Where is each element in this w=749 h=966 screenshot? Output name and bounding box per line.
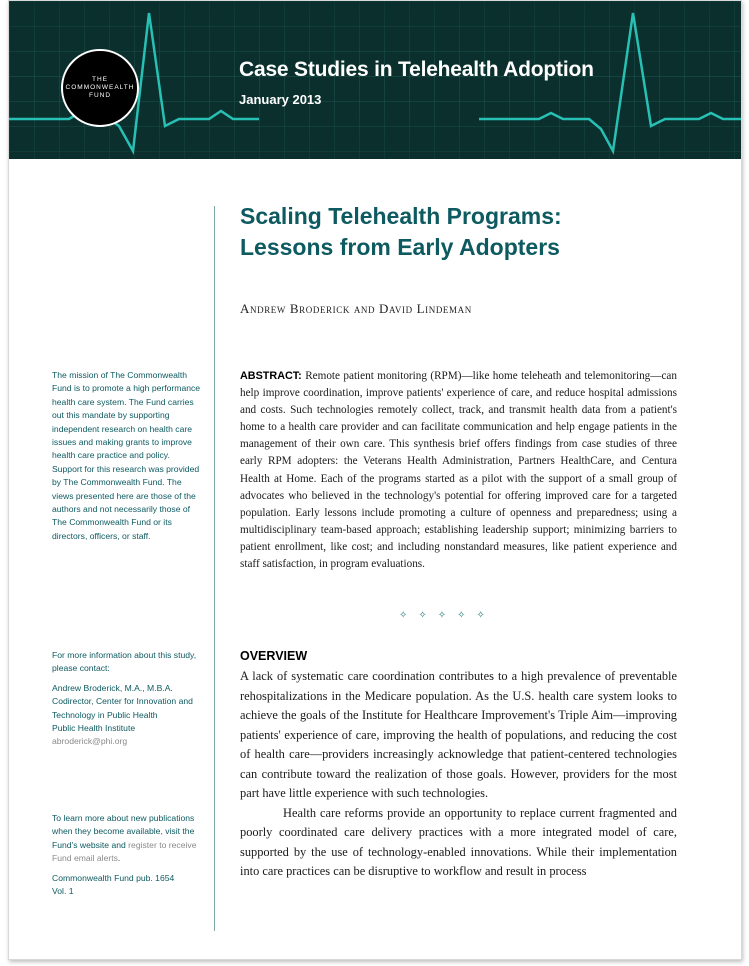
author2-last-rest: indeman bbox=[425, 301, 472, 316]
overview-paragraph-2: Health care reforms provide an opportunity to replace current fragmented and poorly coordinated care delivery practices with a more integrated model of care, supported by the use of technology-enabled innovations. While their implementation into care practices can be disruptive to workflow and result in process bbox=[240, 805, 677, 878]
document-page bbox=[8, 0, 742, 960]
learn-more-text bbox=[52, 812, 202, 866]
overview-heading: OVERVIEW bbox=[240, 649, 308, 663]
register-email-alerts-link[interactable]: register to receive Fund email alerts bbox=[52, 839, 197, 864]
publication-date: January 2013 bbox=[239, 92, 322, 107]
mission-statement: The mission of The Commonwealth Fund is to promote a high performance health care system. The Fund carries out this mandate by supporting independent research on health care issues and making grants to improve health care practice and policy. Support for this research was provided by The Commonwealth Fund. The views presented here are those of the authors and not necessarily those of The Commonwealth Fund or its directors, officers, or staff. bbox=[52, 370, 201, 541]
author2-first-initial: D bbox=[378, 301, 389, 316]
author2-last-initial: L bbox=[416, 301, 426, 316]
sidebar-publications bbox=[52, 812, 202, 898]
publication-number: Commonwealth Fund pub. 1654 bbox=[52, 872, 175, 883]
logo-line-2: COMMONWEALTH bbox=[65, 84, 135, 91]
sidebar-contact bbox=[52, 649, 202, 749]
contact-role: Codirector, Center for Innovation and Technology in Public Health bbox=[52, 696, 193, 720]
contact-intro: For more information about this study, please contact: bbox=[52, 650, 197, 674]
author1-last-initial: B bbox=[289, 301, 300, 316]
learn-more-intro: To learn more about new publications when they become available, visit the Fund's website and bbox=[52, 813, 195, 850]
series-title: Case Studies in Telehealth Adoption bbox=[239, 58, 594, 81]
document-title bbox=[240, 201, 562, 263]
author1-first-initial: A bbox=[240, 301, 250, 316]
overview-paragraph-1: A lack of systematic care coordination contributes to a high prevalence of preventable rehospitalizations in the Medicare population. As the U.S. health care system looks to achieve the goals of the Institute for Healthcare Improvement's Triple Aim—improving patients' experience of care, improving the health of populations, and reducing the cost of health care—providers increasingly acknowledge that patient-centered technologies can contribute toward the realization of those goals. However, providers for the most part have little experience with such technologies. bbox=[240, 669, 677, 800]
volume-number: Vol. 1 bbox=[52, 886, 74, 897]
column-divider bbox=[214, 206, 215, 931]
title-line-1: Scaling Telehealth Programs: bbox=[240, 203, 562, 229]
authors-byline bbox=[240, 301, 472, 317]
contact-org: Public Health Institute bbox=[52, 723, 136, 734]
abstract-text: Remote patient monitoring (RPM)—like home teleheath and telemonitoring—can help improve coordination, improve patients' experience of care, and reduce hospital admissions and costs. Such technologies remotely collect, track, and transmit health data from a patient's home to a health care provider and can facilitate communication and help engage patients in the management of their own care. This synthesis brief offers findings from case studies of three early RPM adopters: the Veterans Health Administration, Partners HealthCare, and Centura Health at Home. Each of the programs started as a pilot with the support of a small group of advocates who believed in the technology's potential for offering improved care for a targeted population. Early lessons include promoting a culture of openness and preparedness; using a multidisciplinary team-based approach; establishing leadership support; minimizing barriers to patient enrollment, like cost; and including nonstandard measures, like patient experience and staff satisfaction, in program evaluations. bbox=[240, 370, 677, 571]
overview-body bbox=[240, 667, 677, 882]
abstract-label: ABSTRACT: bbox=[240, 370, 302, 382]
sidebar-mission bbox=[52, 369, 202, 543]
abstract bbox=[240, 368, 677, 573]
contact-name: Andrew Broderick, M.A., M.B.A. bbox=[52, 682, 173, 693]
section-separator: ✧✧✧✧✧ bbox=[399, 610, 496, 621]
authors-conjunction: and bbox=[353, 301, 376, 316]
learn-more-end: . bbox=[117, 853, 121, 864]
author2-first-rest: avid bbox=[388, 301, 413, 316]
author1-first-rest: ndrew bbox=[250, 301, 286, 316]
author1-last-rest: roderick bbox=[299, 301, 350, 316]
title-line-2: Lessons from Early Adopters bbox=[240, 234, 560, 260]
logo-line-1: THE bbox=[92, 76, 108, 83]
contact-email-link[interactable]: abroderick@phi.org bbox=[52, 736, 128, 747]
commonwealth-fund-logo bbox=[61, 49, 139, 127]
header-banner bbox=[9, 1, 741, 159]
logo-line-3: FUND bbox=[88, 92, 112, 99]
